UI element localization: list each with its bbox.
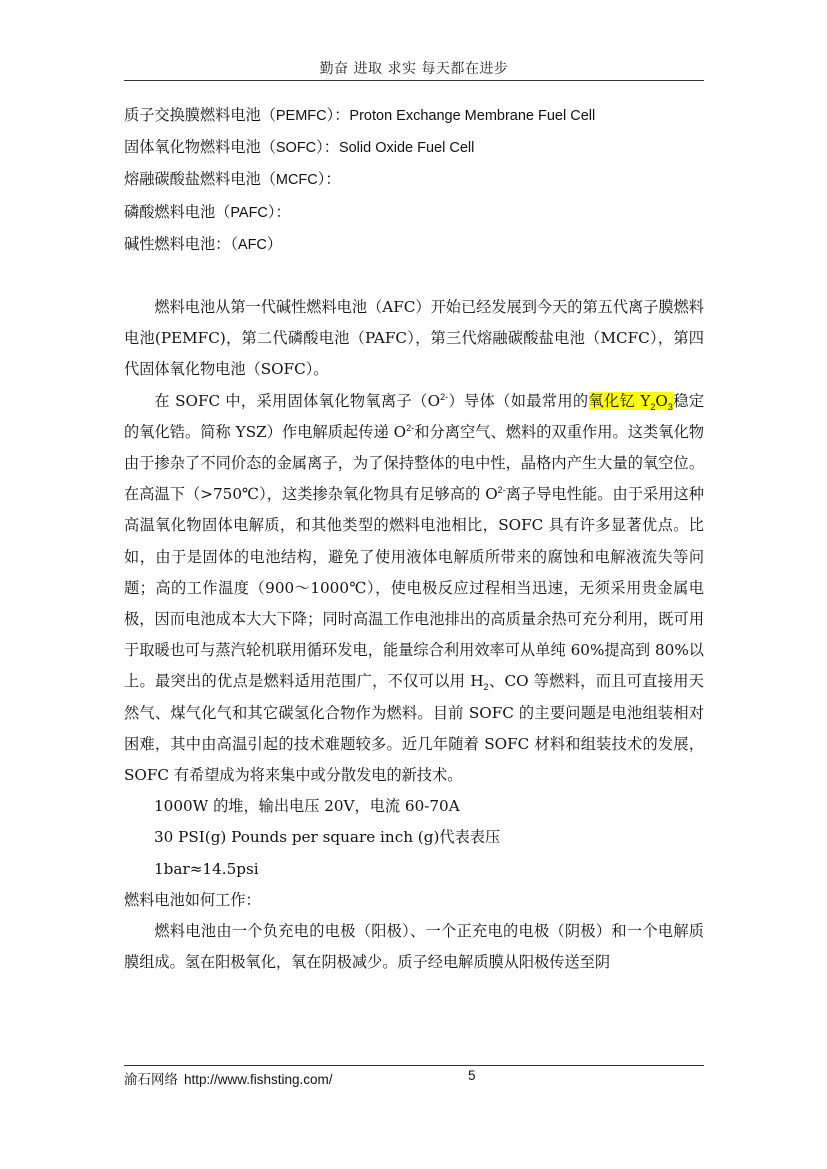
- page-number: 5: [468, 1068, 476, 1083]
- blank-line: [124, 261, 704, 292]
- text-run: 离子导电性能。由于采用这种高温氧化物固体电解质，和其他类型的燃料电池相比，SOFC 具有许多显著优点。比如，由于是固体的电池结构，避免了使用液体电解质所带来的腐蚀和电解液流失等问题；高的工作温度（900～1000℃），使电极反应过程相当迅速，无须采用贵金属电极，因而电池成本大大下降；同时高温工作电池排出的高质量余热可充分利用，既可用于取暖也可与蒸汽轮机联用循环发电，能量综合利用效率可从单纯 60%提高到 80%以上。最突出的优点是燃料适用范围广，不仅可以用 H: [124, 485, 704, 691]
- term-abbr: AFC: [237, 236, 267, 253]
- page-header: 勤奋 进取 求实 每天都在进步: [319, 61, 509, 77]
- term-en: Solid Oxide Fuel Cell: [338, 140, 475, 157]
- superscript: 2-: [406, 422, 415, 433]
- term-abbr: PEMFC: [275, 108, 327, 124]
- footer-url-link[interactable]: http://www.fishsting.com/: [184, 1072, 333, 1087]
- term-abbr: SOFC: [275, 140, 317, 157]
- term-mcfc: [124, 164, 704, 196]
- paragraph-how-it-works: 燃料电池由一个负充电的电极（阳极）、一个正充电的电极（阴极）和一个电解质膜组成。氢在阳极氧化，氧在阴极减少。质子经电解质膜从阳极传送至阴: [124, 922, 704, 972]
- note-psi: 30 PSI(g) Pounds per square inch (g)代表表压: [154, 828, 501, 847]
- term-zh: 磷酸燃料电池（: [124, 202, 231, 221]
- term-zh: 熔融碳酸盐燃料电池（: [124, 170, 276, 189]
- text-run: 稳定的氧化锆。简称 YSZ）作电解质起传递 O: [124, 391, 705, 441]
- subscript: 2: [483, 682, 489, 693]
- term-sep: ）：: [326, 106, 350, 124]
- footer-site-name: 渝石网络: [124, 1072, 178, 1088]
- term-sep: ）：: [316, 138, 339, 157]
- document-body: [124, 100, 704, 978]
- text-run: 在 SOFC 中，采用固体氧化物氧离子（O: [154, 391, 441, 410]
- text-run: ）导体（如最常用的: [448, 391, 589, 410]
- term-sep: ）：: [317, 170, 341, 189]
- term-pemfc: [124, 100, 704, 132]
- text-run: 和分离空气、燃料的双重作用。这类氧化物由于掺杂了不同价态的金属离子，为了保持整体的电中性，晶格内产生大量的氧空位。在高温下（>750℃），这类掺杂氧化物具有足够高的 O: [124, 422, 705, 504]
- paragraph-sofc: [124, 386, 704, 792]
- note-stack-spec: 1000W 的堆，输出电压 20V，电流 60-70A: [154, 797, 460, 816]
- highlighted-text: [589, 392, 673, 410]
- subscript: 3: [667, 401, 673, 412]
- term-abbr: PAFC: [230, 204, 268, 221]
- term-afc: [124, 229, 704, 261]
- text-run: 、CO 等燃料，而且可直接用天然气、煤气化气和其它碳氢化合物作为燃料。目前 SOFC 的主要问题是电池组装相对困难，其中由高温引起的技术难题较多。近几年随着 SOFC 材料和组装技术的发展，SOFC 有希望成为将来集中或分散发电的新技术。: [124, 672, 704, 785]
- header-divider: [124, 80, 704, 81]
- term-zh: 质子交换膜燃料电池（: [124, 106, 276, 124]
- text-run: O: [655, 391, 668, 410]
- term-en: Proton Exchange Membrane Fuel Cell: [349, 108, 596, 124]
- term-sofc: [124, 132, 704, 164]
- page-footer: [124, 1068, 704, 1088]
- superscript: 2-: [440, 391, 449, 402]
- term-zh: 碱性燃料电池：（: [124, 234, 238, 253]
- term-zh: 固体氧化物燃料电池（: [124, 138, 276, 157]
- term-sep: ）: [266, 234, 283, 253]
- term-pafc: [124, 197, 704, 229]
- note-bar: 1bar≈14.5psi: [154, 859, 259, 878]
- subscript: 2: [650, 401, 656, 412]
- text-run: 氧化钇 Y: [588, 391, 651, 410]
- term-abbr: MCFC: [275, 172, 318, 189]
- paragraph-history: 燃料电池从第一代碱性燃料电池（AFC）开始已经发展到今天的第五代离子膜燃料电池(PEMFC)，第二代磷酸电池（PAFC），第三代熔融碳酸盐电池（MCFC），第四代固体氧化物电池（SOFC）。: [124, 298, 704, 379]
- superscript: 2-: [497, 485, 506, 496]
- term-sep: ）：: [267, 202, 291, 221]
- footer-divider: [124, 1065, 704, 1066]
- section-title: 燃料电池如何工作：: [124, 890, 261, 909]
